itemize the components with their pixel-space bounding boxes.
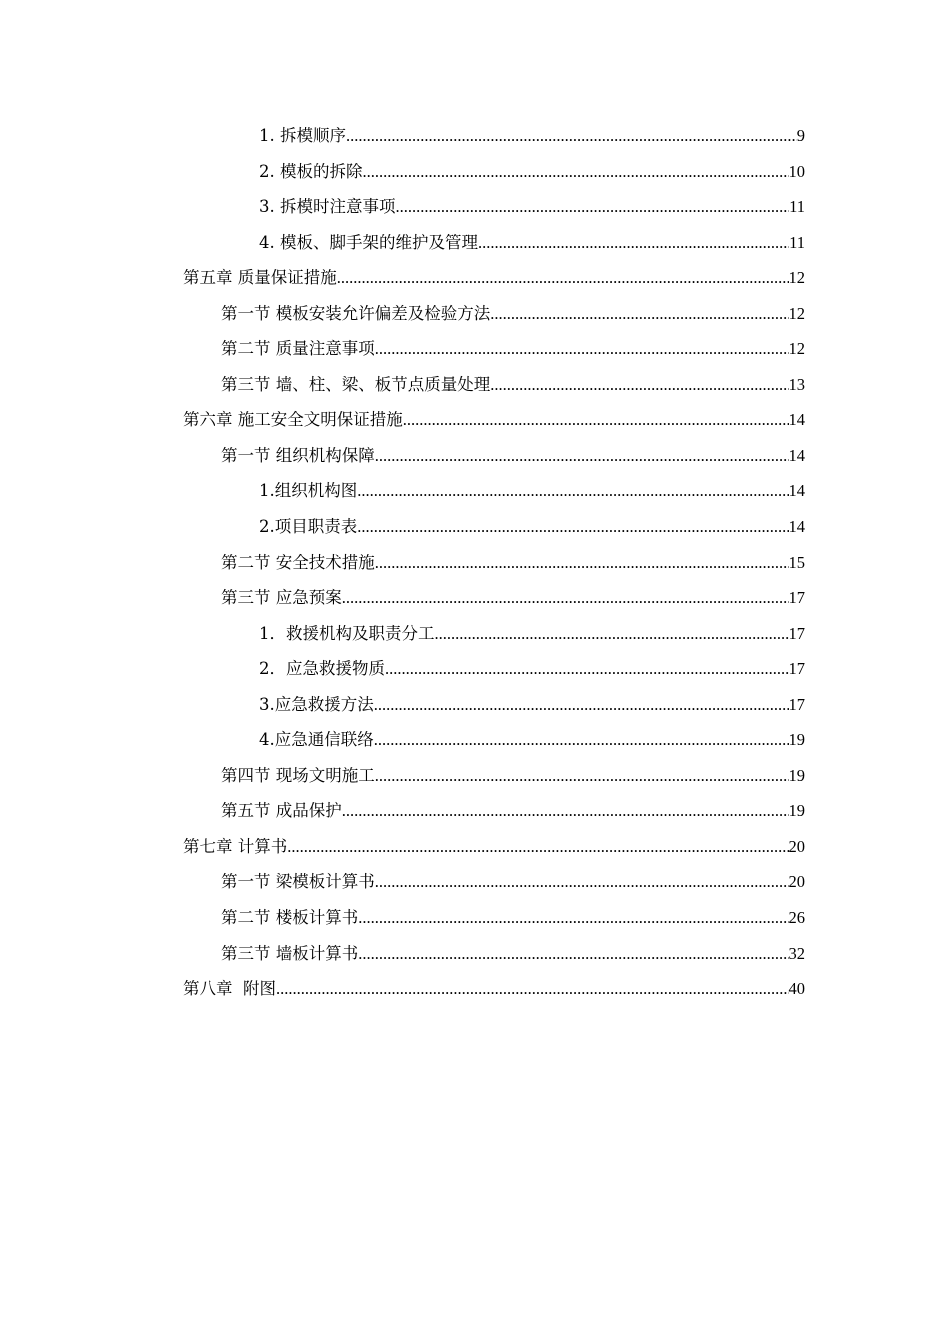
toc-entry[interactable] [0,189,950,225]
toc-entry-title: 3. 拆模时注意事项 [259,197,396,217]
toc-page-number: 20 [788,836,805,856]
toc-page-number: 14 [788,517,805,537]
toc-dot-leader [287,829,788,865]
toc-dot-leader [358,900,788,936]
toc-entry-title: 第一节 模板安装允许偏差及检验方法 [221,303,491,323]
toc-entry-title: 第五节 成品保护 [221,801,342,821]
toc-page-number: 12 [788,339,805,359]
toc-page-number: 19 [788,730,805,750]
toc-dot-leader [346,118,797,154]
toc-dot-leader [435,616,789,652]
toc-entry-title: 2.项目职责表 [259,517,358,537]
toc-chapter-entry[interactable] [0,829,950,865]
toc-page-number: 15 [788,552,805,572]
toc-dot-leader [374,687,789,723]
toc-section-entry[interactable] [0,545,950,581]
toc-page-number: 9 [796,126,805,145]
toc-page-number: 14 [788,410,805,430]
toc-entry-title: 1. 拆模顺序 [259,126,346,145]
toc-entry[interactable] [0,509,950,545]
toc-page-number: 12 [788,303,805,323]
toc-page-number: 13 [788,374,805,394]
toc-section-entry[interactable] [0,296,950,332]
toc-entry[interactable] [0,651,950,687]
toc-page-number: 14 [788,481,805,501]
toc-dot-leader [358,936,788,972]
toc-entry[interactable] [0,225,950,261]
toc-page-number: 17 [788,588,805,608]
toc-entry-title: 4. 模板、脚手架的维护及管理 [259,232,478,252]
toc-entry-title: 4.应急通信联络 [259,730,374,750]
toc-entry-title: 第一节 组织机构保障 [221,445,375,465]
toc-entry-title: 第六章 施工安全文明保证措施 [183,410,403,430]
toc-page-number: 40 [788,979,805,999]
toc-entry[interactable] [0,616,950,652]
toc-entry-title: 第二节 楼板计算书 [221,908,359,928]
toc-section-entry[interactable] [0,936,950,972]
toc-dot-leader [375,864,789,900]
toc-page-number: 32 [788,943,805,963]
toc-entry[interactable] [0,154,950,190]
toc-chapter-entry[interactable] [0,402,950,438]
toc-section-entry[interactable] [0,580,950,616]
toc-entry-title: 第二节 质量注意事项 [221,339,375,359]
toc-entry-title: 第三节 墙、柱、梁、板节点质量处理 [221,374,491,394]
toc-page-number: 17 [788,659,805,679]
toc-section-entry[interactable] [0,331,950,367]
toc-dot-leader [403,402,789,438]
toc-page-number: 10 [788,161,805,181]
toc-dot-leader [375,331,789,367]
toc-entry-title: 1．救援机构及职责分工 [259,623,435,643]
toc-section-entry[interactable] [0,900,950,936]
toc-section-entry[interactable] [0,367,950,403]
toc-page-number: 17 [788,694,805,714]
toc-entry-title: 第五章 质量保证措施 [183,268,337,288]
toc-dot-leader [337,260,789,296]
toc-entry[interactable] [0,722,950,758]
toc-dot-leader [490,296,788,332]
toc-entry-title: 第八章 附图 [183,979,276,999]
toc-page-number: 26 [788,908,805,928]
toc-entry[interactable] [0,687,950,723]
toc-entry-title: 第一节 梁模板计算书 [221,872,375,892]
toc-entry-title: 2. 模板的拆除 [259,161,363,181]
toc-dot-leader [396,189,790,225]
toc-entry[interactable] [0,118,950,154]
toc-dot-leader [375,545,789,581]
toc-dot-leader [342,580,789,616]
toc-page-number: 11 [789,197,805,217]
toc-dot-leader [357,509,788,545]
toc-page-number: 20 [788,872,805,892]
toc-page-number: 12 [788,268,805,288]
toc-entry-title: 3.应急救援方法 [259,694,374,714]
toc-chapter-entry[interactable] [0,260,950,296]
toc-entry-title: 第七章 计算书 [183,836,288,856]
toc-entry-title: 第四节 现场文明施工 [221,765,375,785]
toc-section-entry[interactable] [0,793,950,829]
toc-dot-leader [357,473,788,509]
toc-section-entry[interactable] [0,864,950,900]
toc-chapter-entry[interactable] [0,971,950,1007]
toc-page-number: 14 [788,445,805,465]
toc-page-number: 19 [788,801,805,821]
toc-dot-leader [363,154,789,190]
toc-section-entry[interactable] [0,438,950,474]
toc-entry-title: 第三节 墙板计算书 [221,943,359,963]
toc-dot-leader [375,438,789,474]
toc-entry-title: 第三节 应急预案 [221,588,342,608]
toc-entry-title: 1.组织机构图 [259,481,358,501]
toc-entry-title: 第二节 安全技术措施 [221,552,375,572]
toc-dot-leader [375,758,789,794]
toc-dot-leader [374,722,789,758]
toc-dot-leader [276,971,789,1007]
toc-page-number: 11 [789,232,805,252]
toc-entry-title: 2．应急救援物质 [259,659,385,679]
toc-dot-leader [385,651,789,687]
toc-page-number: 19 [788,765,805,785]
table-of-contents [0,118,950,1007]
toc-dot-leader [478,225,789,261]
toc-page-number: 17 [788,623,805,643]
toc-section-entry[interactable] [0,758,950,794]
toc-entry[interactable] [0,473,950,509]
toc-dot-leader [490,367,788,403]
toc-dot-leader [342,793,789,829]
